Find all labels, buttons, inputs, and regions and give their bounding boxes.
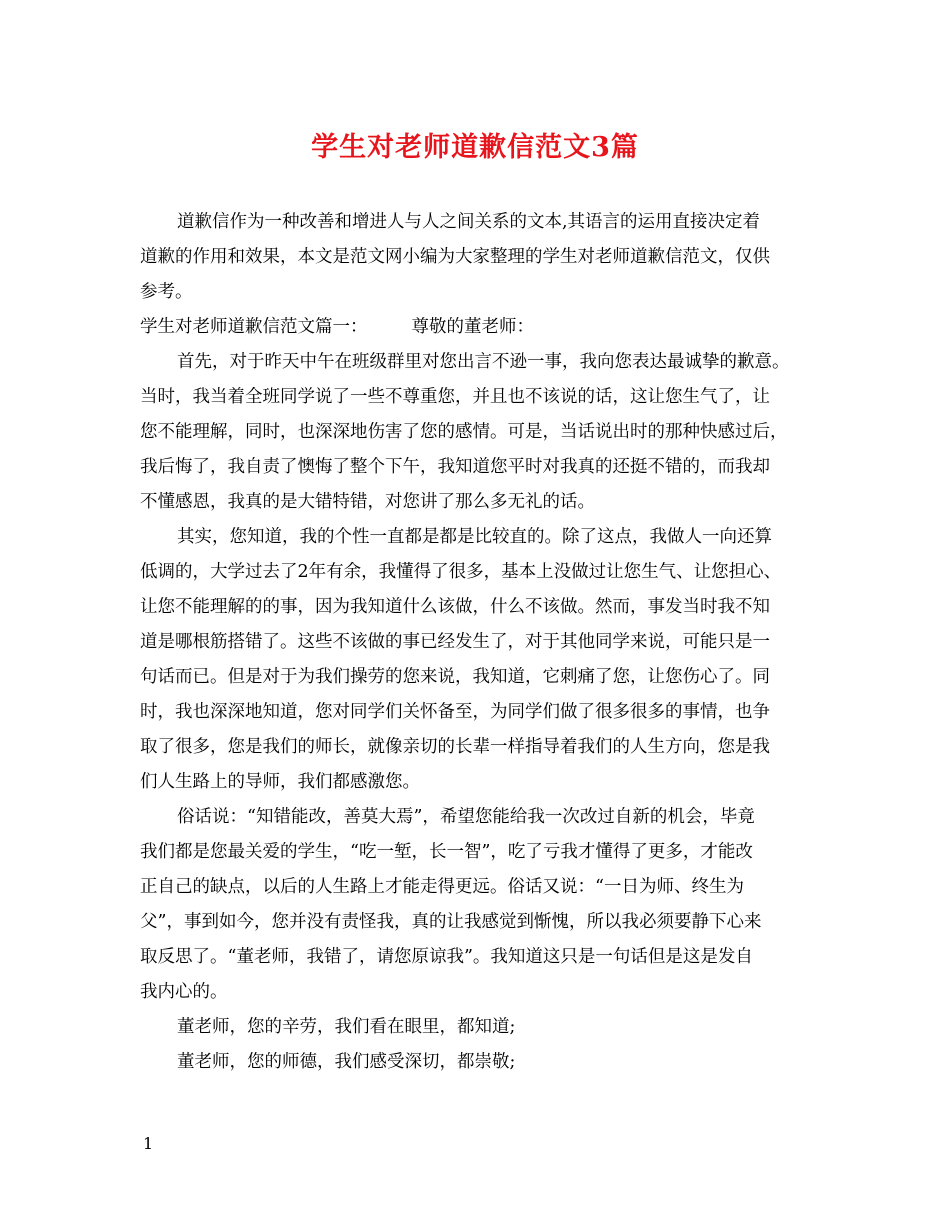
document-title: 学生对老师道歉信范文3篇 <box>311 132 639 163</box>
paragraph-line: 首先，对于昨天中午在班级群里对您出言不逊一事，我向您表达最诚挚的歉意。 <box>177 352 790 372</box>
section-heading: 学生对老师道歉信范文篇一： <box>140 317 368 337</box>
intro-line: 道歉信作为一种改善和增进人与人之间关系的文本,其语言的运用直接决定着 <box>177 212 761 232</box>
intro-paragraph <box>140 205 812 310</box>
closing-line: 董老师，您的师德，我们感受深切，都崇敬; <box>177 1052 516 1072</box>
letter-paragraph-2 <box>140 520 812 800</box>
intro-line: 参考。 <box>140 282 193 302</box>
paragraph-line: 们人生路上的导师，我们都感激您。 <box>140 772 420 792</box>
paragraph-line: 取了很多，您是我们的师长，就像亲切的长辈一样指导着我们的人生方向，您是我 <box>140 737 770 757</box>
paragraph-line: 正自己的缺点，以后的人生路上才能走得更远。俗话又说：“一日为师、终生为 <box>140 877 744 897</box>
paragraph-line: 低调的，大学过去了2年有余，我懂得了很多，基本上没做过让您生气、让您担心、 <box>140 562 782 582</box>
paragraph-line: 其实，您知道，我的个性一直都是都是比较直的。除了这点，我做人一向还算 <box>177 527 772 547</box>
paragraph-line: 我们都是您最关爱的学生，“吃一堑，长一智”，吃了亏我才懂得了更多，才能改 <box>140 842 753 862</box>
document-body <box>140 205 812 1080</box>
paragraph-line: 道是哪根筋搭错了。这些不该做的事已经发生了，对于其他同学来说，可能只是一 <box>140 632 770 652</box>
page-number: 1 <box>143 1134 154 1153</box>
paragraph-line: 父”，事到如今，您并没有责怪我，真的让我感觉到惭愧，所以我必须要静下心来 <box>140 912 762 932</box>
closing-lines <box>140 1010 812 1080</box>
paragraph-line: 句话而已。但是对于为我们操劳的您来说，我知道，它刺痛了您，让您伤心了。同 <box>140 667 770 687</box>
paragraph-line: 不懂感恩，我真的是大错特错，对您讲了那么多无礼的话。 <box>140 492 595 512</box>
paragraph-line: 您不能理解，同时，也深深地伤害了您的感情。可是，当话说出时的那种快感过后， <box>140 422 788 442</box>
letter-paragraph-1 <box>140 345 812 520</box>
section-heading-row <box>140 310 812 345</box>
salutation: 尊敬的董老师： <box>411 317 534 337</box>
paragraph-line: 我内心的。 <box>140 982 228 1002</box>
paragraph-line: 俗话说：“知错能改，善莫大焉”，希望您能给我一次改过自新的机会，毕竟 <box>177 807 755 827</box>
letter-paragraph-3 <box>140 800 812 1010</box>
paragraph-line: 时，我也深深地知道，您对同学们关怀备至，为同学们做了很多很多的事情，也争 <box>140 702 770 722</box>
intro-line: 道歉的作用和效果，本文是范文网小编为大家整理的学生对老师道歉信范文，仅供 <box>140 247 770 267</box>
closing-line: 董老师，您的辛劳，我们看在眼里，都知道; <box>177 1017 516 1037</box>
paragraph-line: 让您不能理解的的事，因为我知道什么该做，什么不该做。然而，事发当时我不知 <box>140 597 770 617</box>
paragraph-line: 取反思了。“董老师，我错了，请您原谅我”。我知道这只是一句话但是这是发自 <box>140 947 753 967</box>
paragraph-line: 当时，我当着全班同学说了一些不尊重您，并且也不该说的话，这让您生气了，让 <box>140 387 770 407</box>
paragraph-line: 我后悔了，我自责了懊悔了整个下午，我知道您平时对我真的还挺不错的，而我却 <box>140 457 770 477</box>
